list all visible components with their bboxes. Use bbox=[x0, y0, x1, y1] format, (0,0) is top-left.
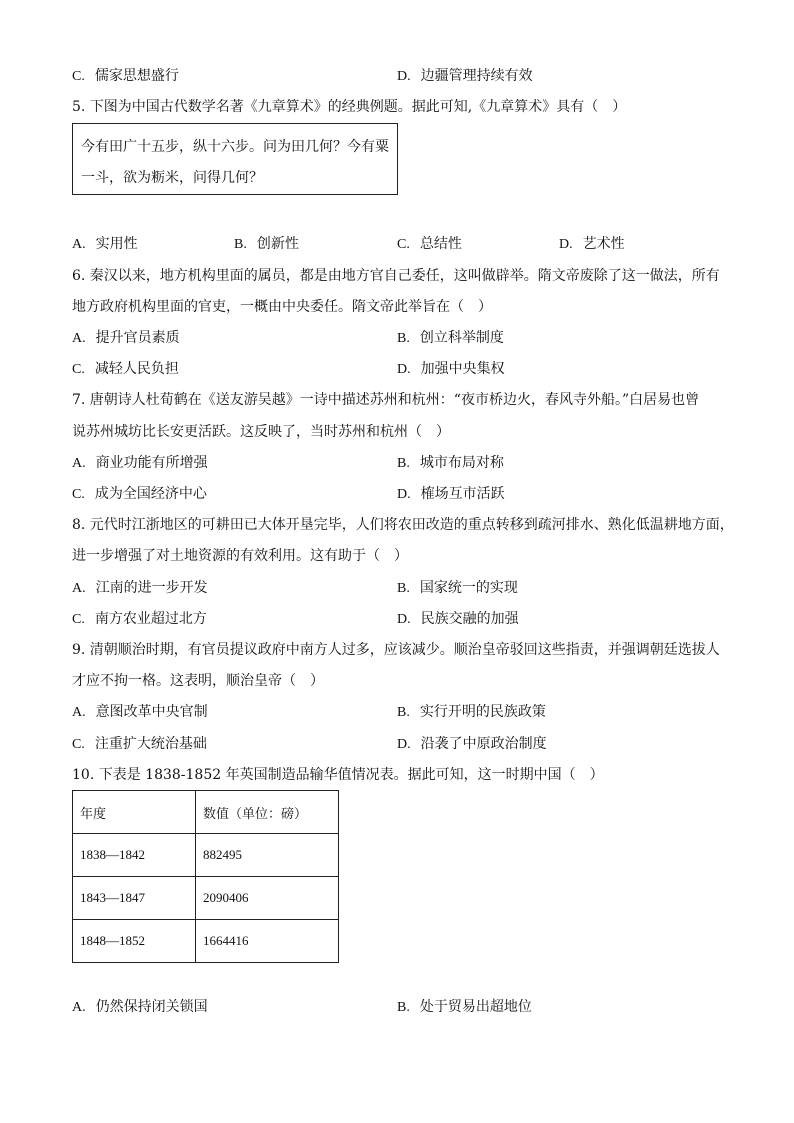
q5-option-b: B. 创新性 bbox=[234, 236, 299, 252]
q4-option-c: C. 儒家思想盛行 bbox=[72, 68, 179, 84]
q6-stem-line-1: 6. 秦汉以来，地方机构里面的属员，都是由地方官自己委任，这叫做辟举。隋文帝废除了这一做法，所有 bbox=[72, 268, 720, 284]
q10-option-b: B. 处于贸易出超地位 bbox=[397, 999, 532, 1015]
table-cell-value: 882495 bbox=[196, 834, 339, 877]
q4-option-d: D. 边疆管理持续有效 bbox=[397, 68, 533, 84]
q8-option-a: A. 江南的进一步开发 bbox=[72, 580, 208, 596]
q7-option-a: A. 商业功能有所增强 bbox=[72, 455, 208, 471]
q9-option-b: B. 实行开明的民族政策 bbox=[397, 704, 546, 720]
q7-stem-line-2: 说苏州城坊比长安更活跃。这反映了，当时苏州和杭州（ ） bbox=[72, 424, 450, 440]
table-row bbox=[73, 834, 339, 877]
table-row bbox=[73, 920, 339, 963]
q9-option-d: D. 沿袭了中原政治制度 bbox=[397, 736, 547, 752]
table-cell-value: 1664416 bbox=[196, 920, 339, 963]
table-header-value: 数值（单位：磅） bbox=[196, 791, 339, 834]
q6-option-d: D. 加强中央集权 bbox=[397, 361, 505, 377]
q8-option-b: B. 国家统一的实现 bbox=[397, 580, 518, 596]
table-row bbox=[73, 877, 339, 920]
q9-stem-line-2: 才应不拘一格。这表明，顺治皇帝（ ） bbox=[72, 673, 324, 689]
table-cell-year: 1843—1847 bbox=[73, 877, 196, 920]
table-cell-value: 2090406 bbox=[196, 877, 339, 920]
q8-stem-line-2: 进一步增强了对土地资源的有效利用。这有助于（ ） bbox=[72, 548, 408, 564]
table-header-year: 年度 bbox=[73, 791, 196, 834]
q9-stem-line-1: 9. 清朝顺治时期，有官员提议政府中南方人过多，应该减少。顺治皇帝驳回这些指责，并强调朝廷选拔人 bbox=[72, 642, 720, 658]
q6-option-a: A. 提升官员素质 bbox=[72, 330, 180, 346]
q7-option-d: D. 榷场互市活跃 bbox=[397, 486, 505, 502]
q5-option-c: C. 总结性 bbox=[397, 236, 462, 252]
trade-value-table bbox=[72, 790, 339, 963]
q5-stem: 5. 下图为中国古代数学名著《九章算术》的经典例题。据此可知,《九章算术》具有（ ） bbox=[72, 99, 627, 115]
q6-option-c: C. 减轻人民负担 bbox=[72, 361, 179, 377]
q8-option-c: C. 南方农业超过北方 bbox=[72, 611, 207, 627]
q5-quote-line-1: 今有田广十五步，纵十六步。问为田几何？今有粟 bbox=[81, 139, 389, 155]
table-header-row bbox=[73, 791, 339, 834]
q9-option-c: C. 注重扩大统治基础 bbox=[72, 736, 207, 752]
q5-option-d: D. 艺术性 bbox=[559, 236, 625, 252]
q10-option-a: A. 仍然保持闭关锁国 bbox=[72, 999, 208, 1015]
q7-option-c: C. 成为全国经济中心 bbox=[72, 486, 207, 502]
q6-stem-line-2: 地方政府机构里面的官吏，一概由中央委任。隋文帝此举旨在（ ） bbox=[72, 299, 492, 315]
q5-option-a: A. 实用性 bbox=[72, 236, 138, 252]
q9-option-a: A. 意图改革中央官制 bbox=[72, 704, 208, 720]
q10-stem: 10. 下表是 1838-1852 年英国制造品输华值情况表。据此可知，这一时期中国（ ） bbox=[72, 767, 604, 783]
q8-stem-line-1: 8. 元代时江浙地区的可耕田已大体开垦完毕，人们将农田改造的重点转移到疏河排水、熟化低温耕地方面， bbox=[72, 517, 734, 533]
q8-option-d: D. 民族交融的加强 bbox=[397, 611, 519, 627]
q6-option-b: B. 创立科举制度 bbox=[397, 330, 504, 346]
table-cell-year: 1848—1852 bbox=[73, 920, 196, 963]
q5-quote-box bbox=[72, 123, 398, 195]
q7-stem-line-1: 7. 唐朝诗人杜荀鹤在《送友游吴越》一诗中描述苏州和杭州：“夜市桥边火，春风寺外船。”白居易也曾 bbox=[72, 392, 700, 408]
table-cell-year: 1838—1842 bbox=[73, 834, 196, 877]
q7-option-b: B. 城市布局对称 bbox=[397, 455, 504, 471]
q5-quote-line-2: 一斗，欲为粝米，问得几何？ bbox=[81, 170, 263, 186]
